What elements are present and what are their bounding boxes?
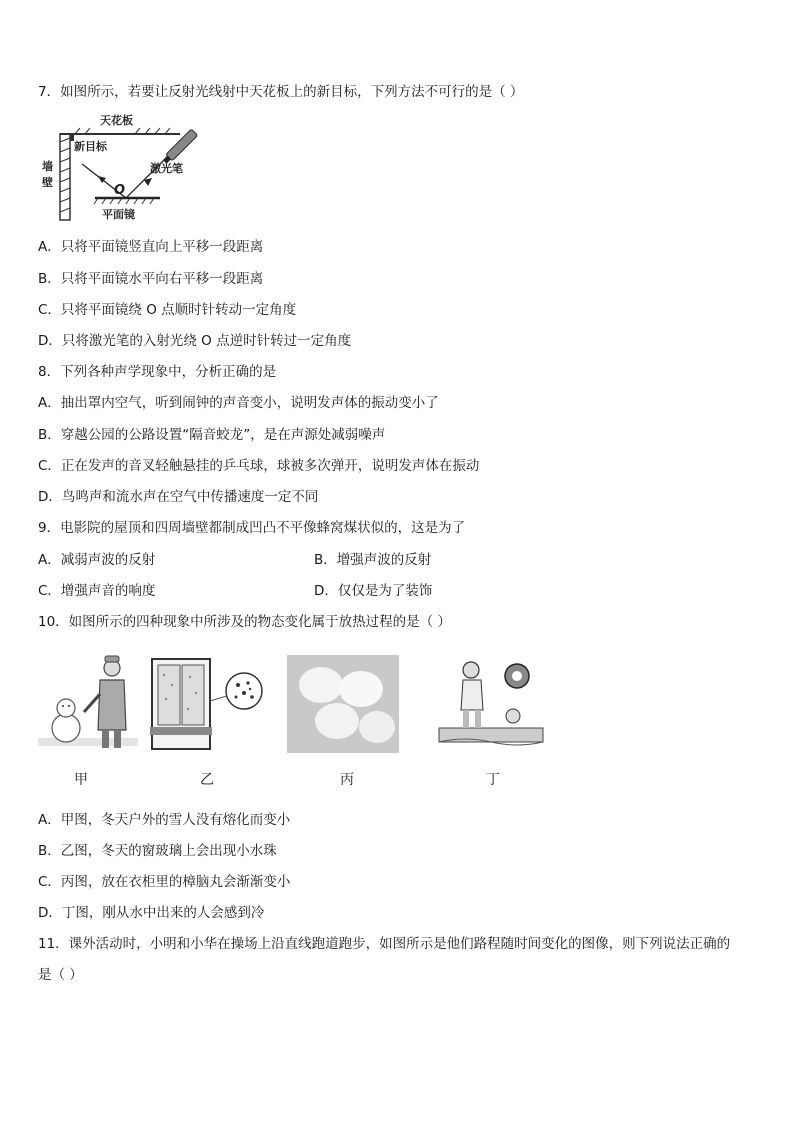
- q9-stem: 9．电影院的屋顶和四周墙壁都制成凹凸不平像蜂窝煤状似的，这是为了: [38, 520, 466, 536]
- caption-bing: 丙: [340, 772, 354, 788]
- ceiling-label: 天花板: [100, 114, 133, 127]
- q10-stem: 10．如图所示的四种现象中所涉及的物态变化属于放热过程的是（ ）: [38, 614, 451, 630]
- q8-stem: 8．下列各种声学现象中，分析正确的是: [38, 364, 277, 380]
- q7-option-d: D．只将激光笔的入射光绕 O 点逆时针转过一定角度: [38, 333, 352, 349]
- figure-jia-snowman: [38, 650, 138, 760]
- q7-stem: 7．如图所示，若要让反射光线射中天花板上的新目标，下列方法不可行的是（ ）: [38, 84, 524, 100]
- q10-option-a: A．甲图，冬天户外的雪人没有熔化而变小: [38, 812, 291, 828]
- wall: [60, 134, 70, 220]
- wall-label-2: 壁: [42, 176, 53, 189]
- laser-pen-label: 激光笔: [150, 162, 183, 175]
- q10-option-b: B．乙图，冬天的窗玻璃上会出现小水珠: [38, 843, 277, 859]
- figure-ding-swimmer: [435, 652, 547, 754]
- q11-stem-line1: 11．课外活动时，小明和小华在操场上沿直线跑道跑步，如图所示是他们路程随时间变化的图像，则下列说法正确的: [38, 936, 731, 952]
- q9-option-a: A．减弱声波的反射: [38, 552, 156, 568]
- caption-jia: 甲: [74, 772, 88, 788]
- caption-yi: 乙: [200, 772, 214, 788]
- q8-option-d: D．鸟鸣声和流水声在空气中传播速度一定不同: [38, 489, 319, 505]
- q9-option-b: B．增强声波的反射: [314, 552, 432, 568]
- target-label: 新目标: [74, 140, 107, 153]
- q9-option-d: D．仅仅是为了装饰: [314, 583, 433, 599]
- q10-option-d: D．丁图，刚从水中出来的人会感到冷: [38, 905, 265, 921]
- point-o-label: O: [114, 183, 126, 198]
- q7-option-a: A．只将平面镜竖直向上平移一段距离: [38, 239, 264, 255]
- q7-option-c: C．只将平面镜绕 O 点顺时针转动一定角度: [38, 302, 297, 318]
- figure-bing-mothballs: [287, 655, 399, 753]
- wall-label-1: 墙: [42, 160, 53, 173]
- q11-stem-line2: 是（ ）: [38, 967, 83, 983]
- reflected-ray: [82, 164, 126, 198]
- q7-mirror-diagram: [40, 108, 220, 226]
- q10-option-c: C．丙图，放在衣柜里的樟脑丸会渐渐变小: [38, 874, 291, 890]
- caption-ding: 丁: [486, 772, 500, 788]
- q8-option-c: C．正在发声的音叉轻触悬挂的乒乓球，球被多次弹开，说明发声体在振动: [38, 458, 480, 474]
- mirror-label: 平面镜: [102, 208, 135, 221]
- figure-yi-window: [150, 655, 264, 755]
- q7-option-b: B．只将平面镜水平向右平移一段距离: [38, 271, 264, 287]
- q9-option-c: C．增强声音的响度: [38, 583, 156, 599]
- q8-option-b: B．穿越公园的公路设置“隔音蛟龙”，是在声源处减弱噪声: [38, 427, 386, 443]
- q8-option-a: A．抽出罩内空气，听到闹钟的声音变小，说明发声体的振动变小了: [38, 395, 439, 411]
